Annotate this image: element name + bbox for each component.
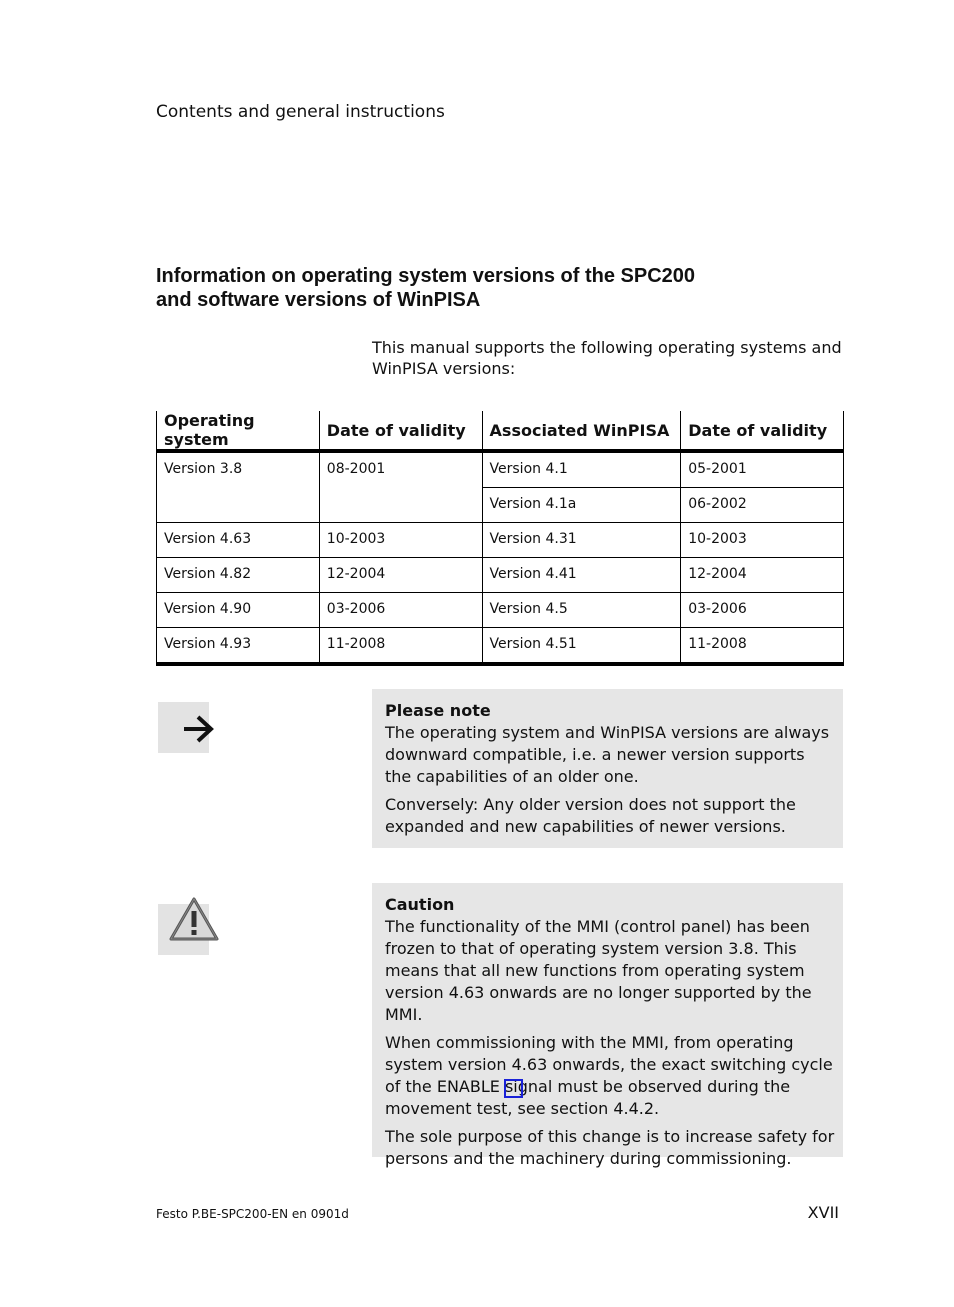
caution-box: [372, 883, 843, 1168]
cell-winpisa: Version 4.1a: [482, 488, 681, 523]
cell-os-date: 11-2008: [319, 628, 482, 665]
note-box: [372, 689, 843, 848]
page-number: XVII: [807, 1203, 839, 1222]
note-title: Please note: [385, 701, 491, 720]
caution-paragraph-2: When commissioning with the MMI, from operating system version 4.63 onwards, the exact switching cycle of the ENABLE signal must be observed during the movement test, see section 4.4.2.: [385, 1033, 833, 1118]
cell-os-date: 08-2001: [319, 451, 482, 523]
section-title-line-2: and software versions of WinPISA: [156, 289, 481, 311]
table-row: [157, 523, 844, 558]
cell-os-date: 12-2004: [319, 558, 482, 593]
cell-os: Version 4.63: [157, 523, 320, 558]
cell-os: Version 3.8: [157, 451, 320, 523]
header-operating-system: Operating system: [157, 411, 320, 451]
cell-winpisa: Version 4.51: [482, 628, 681, 665]
cell-winpisa-date: 03-2006: [681, 593, 844, 628]
cell-winpisa: Version 4.5: [482, 593, 681, 628]
table-row: [157, 558, 844, 593]
intro-paragraph: This manual supports the following operating systems and WinPISA versions:: [372, 338, 842, 378]
caution-paragraph-3: The sole purpose of this change is to increase safety for persons and the machinery during commissioning.: [385, 1127, 835, 1168]
cursor-highlight-box: [504, 1079, 523, 1098]
cell-winpisa-date: 05-2001: [681, 451, 844, 488]
warning-triangle-icon: [158, 904, 209, 955]
versions-table: [156, 411, 844, 666]
cell-winpisa-date: 06-2002: [681, 488, 844, 523]
cell-winpisa: Version 4.31: [482, 523, 681, 558]
note-paragraph-2: Conversely: Any older version does not support the expanded and new capabilities of newer versions.: [385, 795, 796, 836]
caution-title: Caution: [385, 895, 455, 914]
running-header: Contents and general instructions: [156, 102, 445, 122]
arrow-right-icon: [158, 702, 209, 753]
cell-winpisa-date: 11-2008: [681, 628, 844, 665]
table-header-row: [157, 411, 844, 451]
cell-os: Version 4.90: [157, 593, 320, 628]
table-row: [157, 451, 844, 488]
section-title-line-1: Information on operating system versions of the SPC200: [156, 265, 696, 287]
cell-winpisa-date: 12-2004: [681, 558, 844, 593]
cell-os: Version 4.93: [157, 628, 320, 665]
header-os-date: Date of validity: [319, 411, 482, 451]
table-row: [157, 628, 844, 665]
cell-winpisa: Version 4.41: [482, 558, 681, 593]
header-winpisa-date: Date of validity: [681, 411, 844, 451]
cell-os-date: 03-2006: [319, 593, 482, 628]
note-paragraph-1: The operating system and WinPISA versions are always downward compatible, i.e. a newer version supports the capabilities of an older one.: [385, 723, 830, 786]
cell-winpisa-date: 10-2003: [681, 523, 844, 558]
cell-winpisa: Version 4.1: [482, 451, 681, 488]
caution-paragraph-1: The functionality of the MMI (control panel) has been frozen to that of operating system version 3.8. This means that all new functions from operating system version 4.63 onwards are no longer supported by the MMI.: [385, 917, 812, 1024]
section-title: [156, 264, 776, 312]
header-winpisa: Associated WinPISA: [482, 411, 681, 451]
footer-document-id: Festo P.BE-SPC200-EN en 0901d: [156, 1207, 349, 1221]
table-row: [157, 593, 844, 628]
cell-os-date: 10-2003: [319, 523, 482, 558]
cell-os: Version 4.82: [157, 558, 320, 593]
